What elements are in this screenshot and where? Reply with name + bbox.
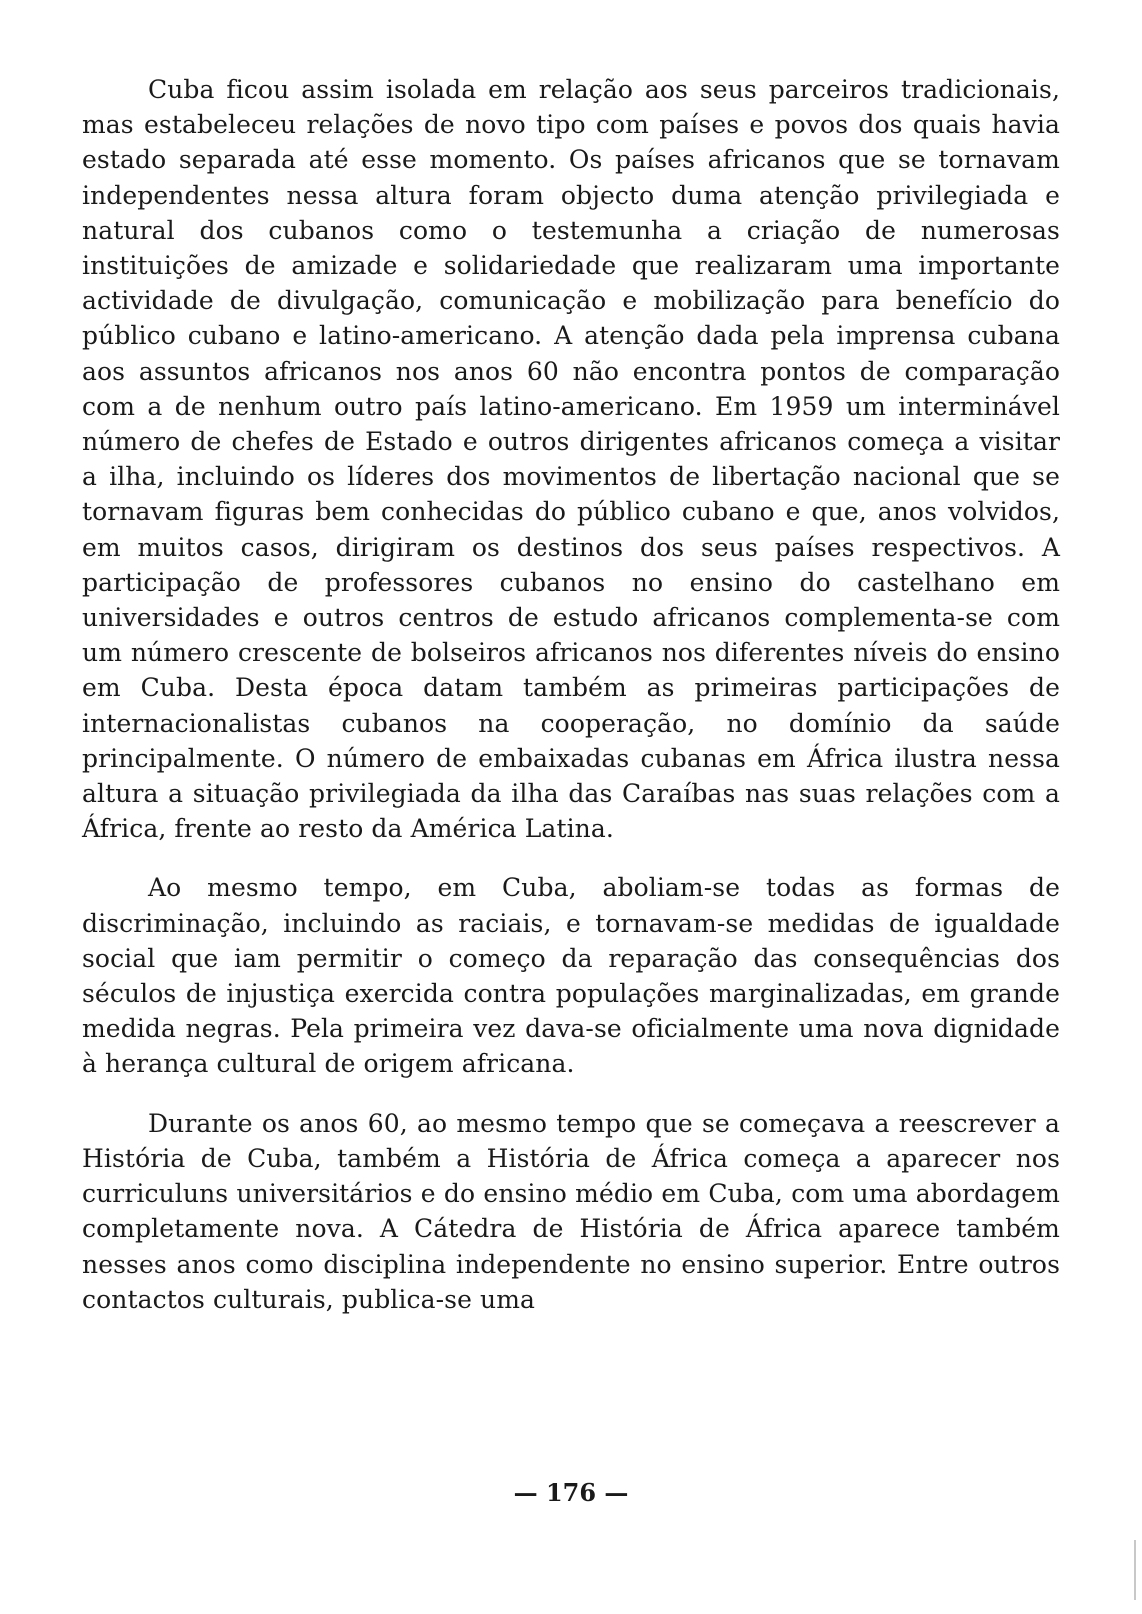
paragraph-3: Durante os anos 60, ao mesmo tempo que se começava a reescrever a História de Cuba, também a História de África começa a aparecer nos curriculuns universitários e do ensino médio em Cuba, com uma abordagem completamente nova. A Cátedra de História de África aparece também nesses anos como disciplina independente no ensino superior. Entre outros contactos culturais, publica-se uma <box>82 1108 1060 1314</box>
paragraph-2: Ao mesmo tempo, em Cuba, aboliam-se todas as formas de discriminação, incluindo as raciais, e tornavam-se medidas de igualdade social que iam permitir o começo da reparação das consequências dos séculos de injustiça exercida contra populações marginalizadas, em grande medida negras. Pela primeira vez dava-se oficialmente uma nova dignidade à herança cultural de origem africana. <box>82 873 1060 1079</box>
paragraph-1: Cuba ficou assim isolada em relação aos seus parceiros tradicionais, mas estabeleceu relações de novo tipo com países e povos dos quais havia estado separada até esse momento. Os países africanos que se tornavam independentes nessa altura foram objecto duma atenção privilegiada e natural dos cubanos como o testemunha a criação de numerosas instituições de amizade e solidariedade que realizaram uma importante actividade de divulgação, comunicação e mobilização para benefício do público cubano e latino-americano. A atenção dada pela imprensa cubana aos assuntos africanos nos anos 60 não encontra pontos de comparação com a de nenhum outro país latino-americano. Em 1959 um interminável número de chefes de Estado e outros dirigentes africanos começa a visitar a ilha, incluindo os líderes dos movimentos de libertação nacional que se tornavam figuras bem conhecidas do público cubano e que, anos volvidos, em muitos casos, dirigiram os destinos dos seus países respectivos. A participação de professores cubanos no ensino do castelhano em universidades e outros centros de estudo africanos complementa-se com um número crescente de bolseiros africanos nos diferentes níveis do ensino em Cuba. Desta época datam também as primeiras participações de internacionalistas cubanos na cooperação, no domínio da saúde principalmente. O número de embaixadas cubanas em África ilustra nessa altura a situação privilegiada da ilha das Caraíbas nas suas relações com a África, frente ao resto da América Latina. <box>82 75 1060 844</box>
body-text <box>82 72 1060 1317</box>
scan-edge-mark <box>1134 1540 1136 1600</box>
page-number: — 176 — <box>513 1478 629 1507</box>
